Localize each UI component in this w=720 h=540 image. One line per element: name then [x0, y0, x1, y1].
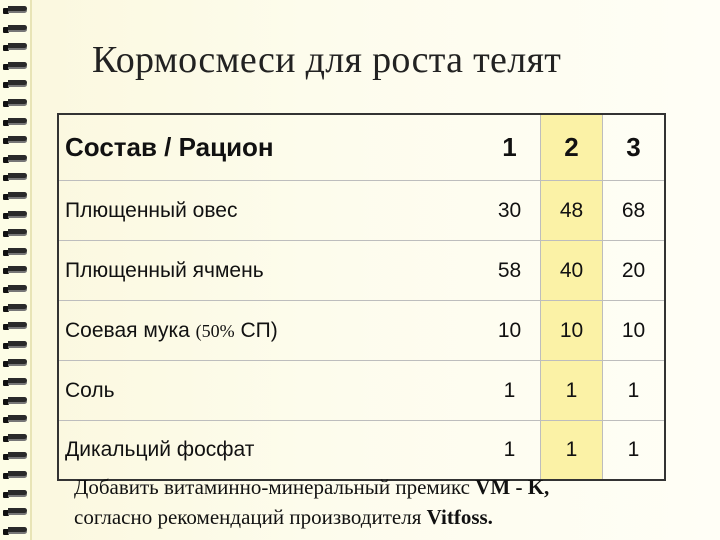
binding-ring [3, 25, 27, 35]
row-name-suffix: СП) [234, 318, 278, 342]
binding-ring [3, 118, 27, 128]
binding-ring [3, 266, 27, 276]
row-name [58, 241, 479, 301]
row-name-percent: (50% [195, 320, 235, 341]
cell-ration-1: 1 [479, 421, 541, 481]
cell-ration-2: 40 [541, 241, 603, 301]
ration-table [57, 113, 666, 481]
binding-ring [3, 211, 27, 221]
binding-ring [3, 80, 27, 90]
cell-ration-3: 68 [603, 181, 666, 241]
binding-ring [3, 471, 27, 481]
cell-ration-3: 1 [603, 421, 666, 481]
binding-ring [3, 99, 27, 109]
binding-ring [3, 322, 27, 332]
cell-ration-3: 10 [603, 301, 666, 361]
binding-ring [3, 304, 27, 314]
binding-ring [3, 508, 27, 518]
cell-ration-1: 1 [479, 361, 541, 421]
row-name [58, 181, 479, 241]
binding-ring [3, 359, 27, 369]
binding-ring [3, 192, 27, 202]
header-col-2: 2 [541, 114, 603, 181]
binding-ring [3, 155, 27, 165]
cell-ration-3: 20 [603, 241, 666, 301]
binding-ring [3, 490, 27, 500]
row-name-text: Соевая мука [65, 318, 196, 342]
binding-ring [3, 285, 27, 295]
note-line-2-text: согласно рекомендаций производителя [74, 505, 427, 529]
row-name-text: Плющенный овес [65, 198, 238, 222]
cell-ration-3: 1 [603, 361, 666, 421]
page-title: Кормосмеси для роста телят [92, 39, 562, 81]
cell-ration-1: 10 [479, 301, 541, 361]
cell-ration-2: 48 [541, 181, 603, 241]
binding-ring [3, 136, 27, 146]
binding-ring [3, 43, 27, 53]
row-name-text: Дикальций фосфат [65, 438, 255, 461]
cell-ration-1: 58 [479, 241, 541, 301]
binding-ring [3, 434, 27, 444]
table-row [58, 361, 665, 421]
binding-ring [3, 397, 27, 407]
header-col-1: 1 [479, 114, 541, 181]
binding-ring [3, 452, 27, 462]
row-name-text: Плющенный ячмень [65, 258, 264, 282]
header-col-3: 3 [603, 114, 666, 181]
header-label: Состав / Рацион [58, 114, 479, 181]
binding-ring [3, 527, 27, 537]
binding-ring [3, 173, 27, 183]
note-line-2 [74, 502, 674, 532]
manufacturer-name: Vitfoss. [426, 505, 493, 529]
binding-ring [3, 341, 27, 351]
binding-ring [3, 378, 27, 388]
binding-ring [3, 248, 27, 258]
binding-ring [3, 6, 27, 16]
binding-ring [3, 229, 27, 239]
row-name [58, 301, 479, 361]
cell-ration-2: 1 [541, 361, 603, 421]
table-row [58, 181, 665, 241]
table-row [58, 241, 665, 301]
row-name-text: Соль [65, 378, 115, 402]
cell-ration-2: 1 [541, 421, 603, 481]
table-row [58, 301, 665, 361]
binding-ring [3, 62, 27, 72]
premix-note [74, 472, 674, 532]
row-name [58, 361, 479, 421]
cell-ration-1: 30 [479, 181, 541, 241]
premix-name: VM - K, [475, 475, 550, 499]
cell-ration-2: 10 [541, 301, 603, 361]
binding-ring [3, 415, 27, 425]
spiral-binding [0, 0, 30, 540]
note-line-1-text: Добавить витаминно-минеральный премикс [74, 475, 476, 499]
note-line-1 [74, 472, 674, 502]
table-header-row [58, 114, 665, 181]
